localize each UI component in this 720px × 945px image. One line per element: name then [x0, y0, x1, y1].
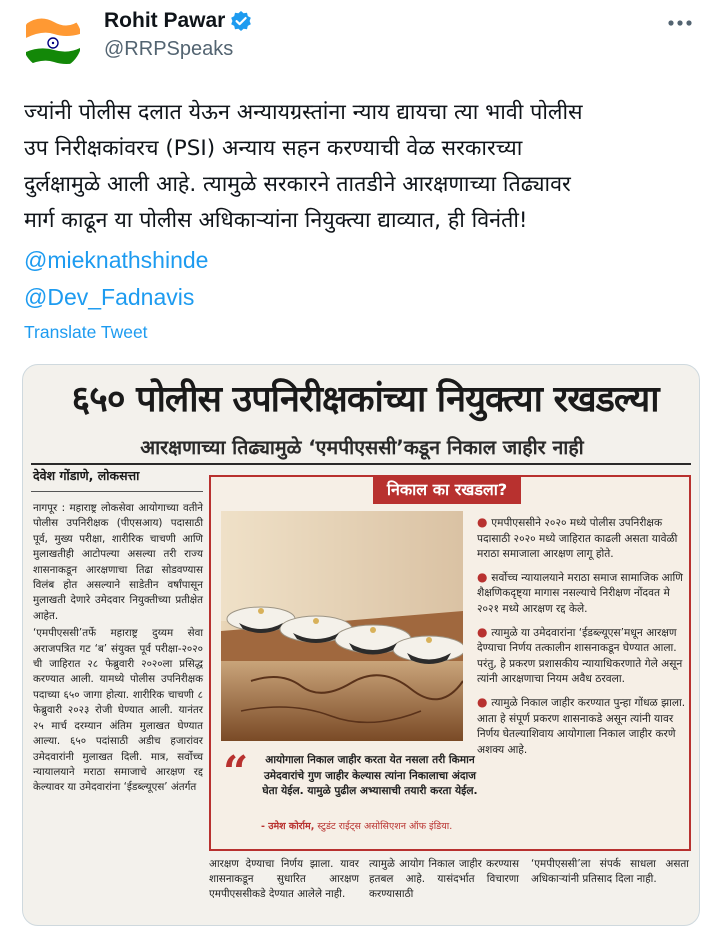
- india-flag-icon: [22, 10, 82, 70]
- author-handle[interactable]: @RRPSpeaks: [104, 38, 234, 60]
- feature-bullet: ● त्यामुळे या उमेदवारांना ‘ईडब्ल्यूएस’मधून आरक्षण देण्याचा निर्णय तत्कालीन शासनाकडून घेण्यात आला. परंतु, हे प्रकरण प्रशासकीय न्यायाधिकरणाते गेले असून त्यांनी आरक्षणाचा नियम अवैध ठरवला.: [477, 624, 683, 686]
- article-bottom-columns: [209, 857, 691, 917]
- article-bottom-column: आरक्षण देण्याचा निर्णय झाला. यावर शासनाकडून सुधारित आरक्षण एमपीएससीकडे देण्यात आलेले नाही.: [209, 858, 359, 901]
- tweet-text-line: मार्ग काढून या पोलीस अधिकाऱ्यांना नियुक्त्या द्याव्यात, ही विनंती!: [24, 208, 528, 233]
- mention-link[interactable]: @Dev_Fadnavis: [24, 284, 195, 310]
- police-caps-photo: [221, 511, 463, 741]
- tweet-mentions: [24, 242, 208, 316]
- display-name[interactable]: Rohit Pawar: [104, 9, 226, 32]
- author-name-row[interactable]: [104, 6, 252, 36]
- quote-author: [261, 819, 481, 832]
- more-options-icon: [667, 19, 693, 27]
- article-paragraph: नागपूर : महाराष्ट्र लोकसेवा आयोगाच्या वतीने पोलीस उपनिरीक्षक (पीएसआय) पदासाठी पूर्व, मुख्य परीक्षा, शारीरिक चाचणी आणि मुलाखतीही आटोपल्या असल्या तरी राज्य शासनाकडून आरक्षणाचा तिढा सोडवण्यास विलंब होत असल्याने साडेतीन वर्षांपासून मुलाखती देणारे उमेदवार नियुक्तीच्या प्रतीक्षेत आहेत.: [33, 502, 203, 622]
- article-bottom-column: ‘एमपीएससी’ला संपर्क साधला असता अधिकाऱ्यांनी प्रतिसाद दिला नाही.: [531, 858, 689, 886]
- feature-bullet-list: [477, 515, 687, 765]
- tweet-text: [24, 95, 700, 239]
- byline-divider: [31, 491, 203, 492]
- newspaper-headline: ६५० पोलीस उपनिरीक्षकांच्या नियुक्त्या रखडल्या: [71, 379, 659, 420]
- tweet-header: [0, 0, 720, 80]
- tweet-media-image[interactable]: [22, 364, 700, 926]
- headline-divider: [31, 463, 691, 465]
- pull-quote: [221, 747, 479, 843]
- feature-box: [209, 475, 691, 851]
- article-bottom-column: त्यामुळे आयोग निकाल जाहीर करण्यास हतबल आहे. यासंदर्भात विचारणा करण्यासाठी: [369, 858, 519, 901]
- newspaper-subheadline: आरक्षणाच्या तिढ्यामुळे ‘एमपीएससी’कडून निकाल जाहीर नाही: [140, 436, 584, 459]
- article-paragraph: ‘एमपीएससी’तर्फे महाराष्ट्र दुय्यम सेवा अराजपत्रित गट ‘ब’ संयुक्त पूर्व परीक्षा-२०२० ची जाहिरात २८ फेब्रुवारी २०२०ला प्रसिद्ध करण्यात आली. यामध्ये पोलीस उपनिरीक्षक पदाच्या ६५० जागा होत्या. शारीरिक चाचणी ८ फेब्रुवारी २०२३ रोजी घेण्यात आली. यानंतर २५ मार्च दरम्यान अंतिम मुलाखत घेण्यात आल्या. ६५० पदांसाठी अडीच हजारांवर उमेदवारांनी मुलाखत दिली. मात्र, सर्वोच्च न्यायालयाने मराठा समाजाचे आरक्षण रद्द केल्यावर या उमेदवारांना ‘ईडब्ल्यूएस’ अंतर्गत: [33, 627, 203, 794]
- more-options-button[interactable]: [664, 10, 696, 36]
- translate-tweet-link[interactable]: Translate Tweet: [24, 322, 148, 342]
- feature-title: निकाल का रखडला?: [373, 476, 521, 504]
- newspaper-byline: देवेश गोंडाणे, लोकसत्ता: [33, 468, 140, 483]
- avatar[interactable]: [22, 10, 82, 70]
- tweet-text-line: उप निरीक्षकांवरच (PSI) अन्याय सहन करण्याची वेळ सरकारच्या: [24, 136, 523, 161]
- article-left-column: [33, 501, 203, 798]
- tweet-text-line: ज्यांनी पोलीस दलात येऊन अन्यायग्रस्तांना न्याय द्यायचा त्या भावी पोलीस: [24, 100, 583, 125]
- quote-mark-icon: “: [223, 747, 249, 798]
- quote-text: आयोगाला निकाल जाहीर करता येत नसला तरी किमान उमेदवारांचे गुण जाहीर केल्यास त्यांना निकालाचा अंदाज घेता येईल. यामुळे पुढील अभ्यासाची तयारी करता येईल.: [262, 754, 478, 797]
- feature-bullet: ● त्यामुळे निकाल जाहीर करण्यात पुन्हा गोंधळ झाला. आता हे संपूर्ण प्रकरण शासनाकडे असून त्यांनी यावर निर्णय घेतल्याशिवाय आयोगाला निकाल जाहीर करणे अशक्य आहे.: [477, 694, 686, 756]
- feature-bullet: ● एमपीएससीने २०२० मध्ये पोलीस उपनिरीक्षक पदासाठी २०२० मध्ये जाहिरात काढली असता यावेळी मराठा समाजाला आरक्षण लागू होते.: [477, 515, 678, 561]
- feature-bullet: ● सर्वोच्च न्यायालयाने मराठा समाज सामाजिक आणि शैक्षणिकदृष्ट्या मागास नसल्याचे निरीक्षण नोंदवत मे २०२१ मध्ये आरक्षण रद्द केले.: [477, 569, 683, 615]
- quote-author-name: - उमेश कोर्राम,: [261, 821, 315, 832]
- verified-badge-icon: [230, 10, 252, 32]
- mention-link[interactable]: @mieknathshinde: [24, 247, 209, 273]
- tweet-text-line: दुर्लक्षामुळे आली आहे. त्यामुळे सरकारने तातडीने आरक्षणाच्या तिढ्यावर: [24, 172, 571, 197]
- quote-author-role: स्टुडंट राईट्स असोसिएशन ऑफ इंडिया.: [317, 821, 453, 832]
